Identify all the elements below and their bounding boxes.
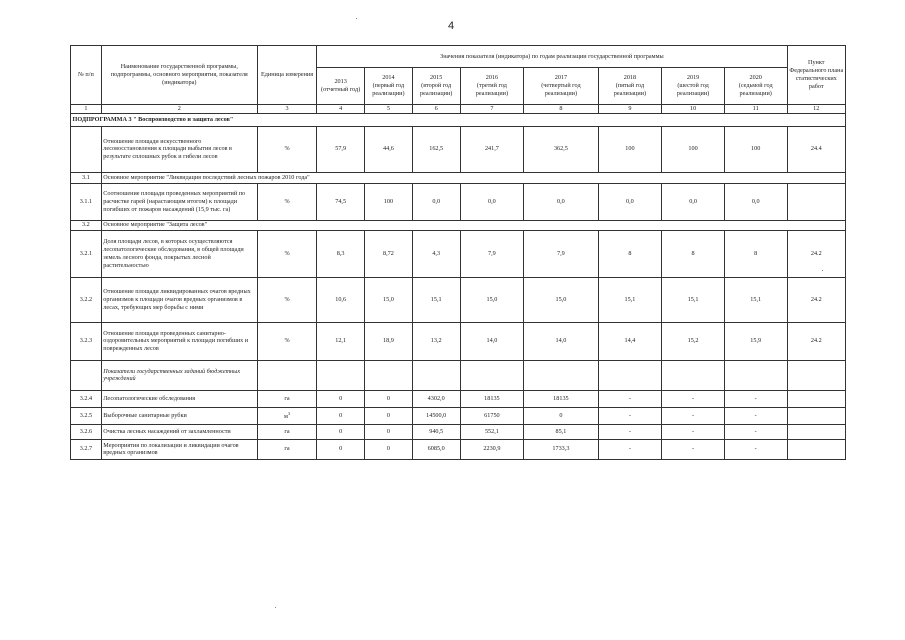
federal-plan-item: [787, 390, 845, 407]
indicator-row: [71, 407, 846, 424]
year-label: (седьмой год реализации): [738, 82, 773, 97]
section-title: Основное мероприятие "Ликвидация последствий лесных пожаров 2010 года": [101, 172, 845, 183]
empty-cell: [724, 360, 787, 390]
header-year-2019: [662, 68, 725, 105]
row-number: [71, 126, 102, 172]
federal-plan-item: 24.4: [787, 126, 845, 172]
value-2013: 8,3: [317, 230, 365, 277]
value-2019: 15,2: [662, 322, 725, 360]
row-number: 3.2.6: [71, 424, 102, 439]
column-number: 10: [662, 105, 725, 114]
column-number: 5: [365, 105, 413, 114]
row-number: [71, 360, 102, 390]
value-2015: 6085,0: [412, 439, 460, 459]
row-number: 3.2.1: [71, 230, 102, 277]
value-2019: 100: [662, 126, 725, 172]
column-number: 9: [598, 105, 662, 114]
indicator-row: [71, 439, 846, 459]
value-2014: 0: [365, 424, 413, 439]
value-2013: 0: [317, 439, 365, 459]
section-row: [71, 172, 846, 183]
value-2020: -: [724, 439, 787, 459]
value-2013: 0: [317, 424, 365, 439]
value-2014: 18,9: [365, 322, 413, 360]
year-label: (четвертый год реализации): [541, 82, 581, 97]
value-2018: 100: [598, 126, 662, 172]
column-number: 2: [101, 105, 257, 114]
indicators-table: [70, 45, 846, 460]
value-2020: 15,9: [724, 322, 787, 360]
value-2016: 61750: [460, 407, 524, 424]
header-unit: Единица измерения: [257, 46, 316, 105]
value-2013: 74,5: [317, 183, 365, 220]
value-2017: 18135: [524, 390, 598, 407]
value-2014: 15,0: [365, 277, 413, 322]
value-2016: 552,1: [460, 424, 524, 439]
section-row: [71, 220, 846, 230]
value-2015: 0,0: [412, 183, 460, 220]
year-number: 2019: [686, 74, 700, 82]
value-2016: 241,7: [460, 126, 524, 172]
empty-cell: [365, 360, 413, 390]
header-year-2014: [365, 68, 413, 105]
year-label: (пятый год реализации): [613, 82, 647, 97]
value-2020: -: [724, 390, 787, 407]
value-2018: 14,4: [598, 322, 662, 360]
header-year-2015: [412, 68, 460, 105]
empty-cell: [460, 360, 524, 390]
value-2018: -: [598, 424, 662, 439]
subheading-row: [71, 360, 846, 390]
empty-cell: [524, 360, 598, 390]
value-2016: 7,9: [460, 230, 524, 277]
value-2013: 0: [317, 407, 365, 424]
value-2019: 15,1: [662, 277, 725, 322]
value-2014: 0: [365, 439, 413, 459]
row-number: 3.2.5: [71, 407, 102, 424]
value-2018: -: [598, 407, 662, 424]
year-number: 2017: [554, 74, 568, 82]
year-label: (первый год реализации): [372, 82, 405, 97]
value-2013: 0: [317, 390, 365, 407]
indicator-row: [71, 322, 846, 360]
federal-plan-item: [787, 407, 845, 424]
federal-plan-item: [787, 439, 845, 459]
unit: %: [257, 277, 316, 322]
value-2013: 12,1: [317, 322, 365, 360]
value-2016: 15,0: [460, 277, 524, 322]
year-label: (второй год реализации): [420, 82, 453, 97]
indicator-name: Отношение площади искусственного лесовосстановления к площади выбытия лесов в результате сплошных рубок и гибели лесов: [101, 126, 257, 172]
indicator-row: [71, 277, 846, 322]
row-number: 3.2.2: [71, 277, 102, 322]
column-number: 7: [460, 105, 524, 114]
unit: га: [257, 424, 316, 439]
value-2013: 57,9: [317, 126, 365, 172]
empty-cell: [662, 360, 725, 390]
header-year-2018: [598, 68, 662, 105]
value-2014: 0: [365, 407, 413, 424]
federal-plan-item: [787, 424, 845, 439]
empty-cell: [257, 360, 316, 390]
value-2017: 0,0: [524, 183, 598, 220]
value-2018: 15,1: [598, 277, 662, 322]
value-2018: 8: [598, 230, 662, 277]
subprogram-title: ПОДПРОГРАММА 3 " Воспроизводство и защита лесов": [71, 113, 846, 126]
value-2017: 7,9: [524, 230, 598, 277]
value-2020: -: [724, 424, 787, 439]
indicator-name: Доля площади лесов, в которых осуществляются лесопатологические обследования, в общей площади земель лесного фонда, покрытых лесной растительностью: [101, 230, 257, 277]
header-values-group: Значения показателя (индикатора) по годам реализации государственной программы: [317, 46, 787, 68]
empty-cell: [598, 360, 662, 390]
value-2014: 0: [365, 390, 413, 407]
value-2015: 14500,0: [412, 407, 460, 424]
year-label: (третий год реализации): [475, 82, 509, 97]
header-year-2020: [724, 68, 787, 105]
indicator-row: [71, 424, 846, 439]
indicator-name: Лесопатологические обследования: [101, 390, 257, 407]
value-2014: 8,72: [365, 230, 413, 277]
value-2015: 4302,0: [412, 390, 460, 407]
indicator-name: Отношение площади ликвидированных очагов вредных организмов к площади очагов вредных организмов в лесах, требующих мер борьбы с ними: [101, 277, 257, 322]
header-name: Наименование государственной программы, подпрограммы, основного мероприятия, показателя (индикатора): [101, 46, 257, 105]
header-num: № п/п: [71, 46, 102, 105]
row-number: 3.1.1: [71, 183, 102, 220]
indicator-row: [71, 126, 846, 172]
value-2020: 8: [724, 230, 787, 277]
empty-cell: [787, 360, 845, 390]
header-year-2013: [317, 68, 365, 105]
value-2017: 14,0: [524, 322, 598, 360]
value-2014: 44,6: [365, 126, 413, 172]
row-number: 3.2.7: [71, 439, 102, 459]
indicator-name: Очистка лесных насаждений от захламленности: [101, 424, 257, 439]
empty-cell: [317, 360, 365, 390]
value-2018: -: [598, 439, 662, 459]
value-2015: 940,5: [412, 424, 460, 439]
value-2016: 2230,9: [460, 439, 524, 459]
year-number: 2020: [749, 74, 762, 82]
value-2015: 15,1: [412, 277, 460, 322]
unit: га: [257, 390, 316, 407]
header-year-2017: [524, 68, 598, 105]
column-number: 8: [524, 105, 598, 114]
value-2017: 0: [524, 407, 598, 424]
value-2019: -: [662, 390, 725, 407]
unit-superscript: 3: [287, 410, 291, 416]
value-2019: 8: [662, 230, 725, 277]
value-2017: 362,5: [524, 126, 598, 172]
page-number: 4: [448, 20, 455, 32]
row-number: 3.2.3: [71, 322, 102, 360]
scan-speck: [356, 18, 357, 19]
year-label: (шестой год реализации): [676, 82, 710, 97]
federal-plan-item: 24.2: [787, 322, 845, 360]
value-2015: 4,3: [412, 230, 460, 277]
value-2020: 0,0: [724, 183, 787, 220]
value-2019: -: [662, 424, 725, 439]
unit: $м^3$: [257, 407, 316, 424]
value-2016: 18135: [460, 390, 524, 407]
column-number: 12: [787, 105, 845, 114]
indicator-row: [71, 390, 846, 407]
year-number: 2014: [382, 74, 395, 82]
unit: %: [257, 183, 316, 220]
indicator-row: [71, 183, 846, 220]
value-2014: 100: [365, 183, 413, 220]
value-2013: 10,6: [317, 277, 365, 322]
header-federal-plan: Пункт Федерального плана статистических работ: [787, 46, 845, 105]
indicator-row: [71, 230, 846, 277]
value-2016: 0,0: [460, 183, 524, 220]
value-2019: -: [662, 407, 725, 424]
federal-plan-item: 24.2: [787, 277, 845, 322]
subheading-title: Показатели государственных заданий бюджетных учреждений: [101, 360, 257, 390]
indicator-name: Мероприятия по локализации и ликвидации очагов вредных организмов: [101, 439, 257, 459]
column-number: 6: [412, 105, 460, 114]
year-number: 2018: [623, 74, 637, 82]
unit: га: [257, 439, 316, 459]
value-2016: 14,0: [460, 322, 524, 360]
year-number: 2016: [485, 74, 499, 82]
year-number: 2013: [334, 78, 347, 86]
section-title: Основное мероприятие "Защита лесов": [101, 220, 845, 230]
column-number: 3: [257, 105, 316, 114]
row-number: 3.2.4: [71, 390, 102, 407]
header-year-2016: [460, 68, 524, 105]
subprogram-row: [71, 113, 846, 126]
column-number: 1: [71, 105, 102, 114]
year-label: (отчетный год): [321, 86, 361, 93]
empty-cell: [412, 360, 460, 390]
federal-plan-item: 24.2: [787, 230, 845, 277]
value-2018: 0,0: [598, 183, 662, 220]
indicator-name: Отношение площади проведенных санитарно-оздоровительных мероприятий к площади погибших и поврежденных лесов: [101, 322, 257, 360]
value-2020: 100: [724, 126, 787, 172]
column-number: 4: [317, 105, 365, 114]
indicator-name: Выборочные санитарные рубки: [101, 407, 257, 424]
value-2018: -: [598, 390, 662, 407]
value-2015: 162,5: [412, 126, 460, 172]
unit: %: [257, 126, 316, 172]
year-number: 2015: [429, 74, 443, 82]
value-2020: 15,1: [724, 277, 787, 322]
row-number: 3.1: [71, 172, 102, 183]
value-2020: -: [724, 407, 787, 424]
indicator-name: Соотношение площади проведенных мероприятий по расчистке гарей (нарастающим итогом) к площади погибших от пожаров насаждений (15,9 тыс. га): [101, 183, 257, 220]
column-number: 11: [724, 105, 787, 114]
value-2017: 1733,3: [524, 439, 598, 459]
federal-plan-item: [787, 183, 845, 220]
value-2015: 13,2: [412, 322, 460, 360]
value-2019: -: [662, 439, 725, 459]
value-2017: 85,1: [524, 424, 598, 439]
row-number: 3.2: [71, 220, 102, 230]
unit: %: [257, 322, 316, 360]
unit: %: [257, 230, 316, 277]
value-2019: 0,0: [662, 183, 725, 220]
scan-speck: [275, 607, 276, 608]
value-2017: 15,0: [524, 277, 598, 322]
